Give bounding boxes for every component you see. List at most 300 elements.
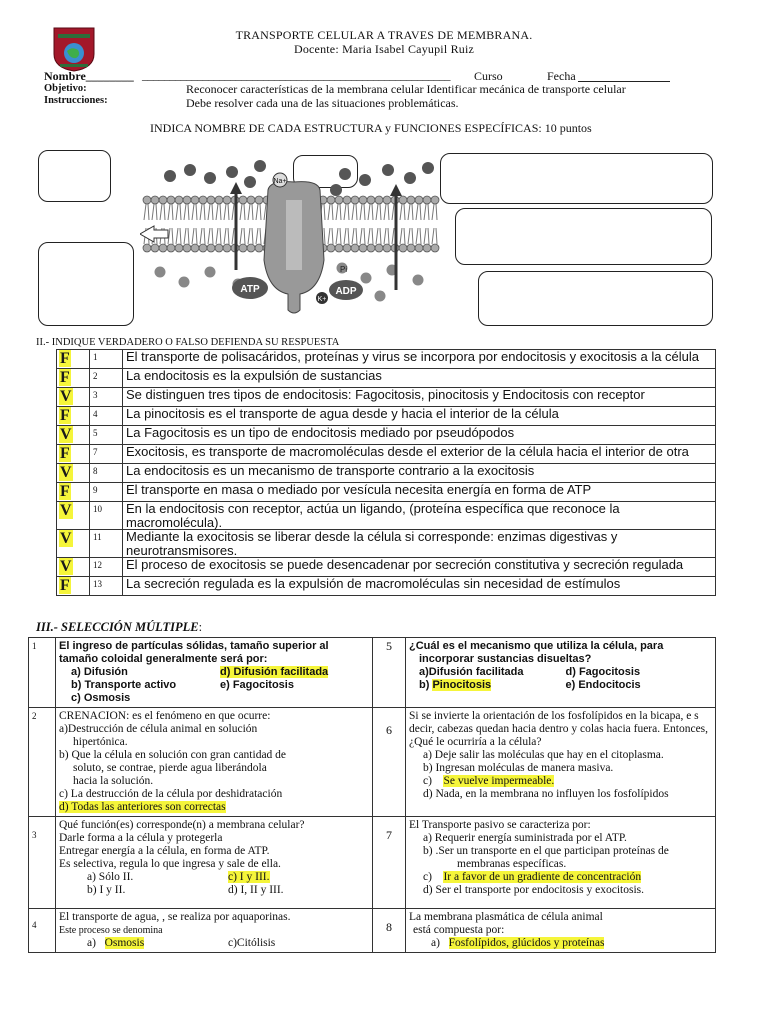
adp-label: ADP [335,286,357,297]
lipid-tail [380,204,381,220]
lipid-head [183,244,191,252]
lipid-head [223,244,231,252]
lipid-tail [420,228,421,244]
lipid-tail [344,228,346,244]
lipid-tail [404,204,405,220]
sodium-label: Na+ [273,178,287,185]
lipid-head [399,244,407,252]
lipid-head [375,196,383,204]
lipid-head [255,196,263,204]
tf-answer-value: V [60,426,72,443]
q7-cell [406,817,716,909]
instructions-text: Debe resolver cada una de las situaciones problemáticas. [186,96,459,110]
lipid-tail [428,228,429,244]
q3-cell [56,817,373,909]
answer-box-1[interactable] [38,150,111,202]
lipid-tail [180,204,181,220]
instructions-label: Instrucciones: [44,95,108,106]
lipid-tail [384,204,386,220]
tf-row [57,350,716,369]
q3-stem: Qué función(es) corresponde(n) a membrana celular? [59,819,305,831]
lipid-tail [196,228,197,244]
lipid-tail [160,204,162,220]
lipid-tail [148,204,149,220]
q6-option-b[interactable]: b) Ingresan moléculas de manera masiva. [423,762,614,774]
q8-option-a-prefix: a) [431,937,440,949]
lipid-head [407,196,415,204]
tf-row [57,426,716,445]
q4-option-a-prefix: a) [87,937,96,949]
q2-option-a[interactable]: a)Destrucción de célula animal en solución [59,723,258,735]
lipid-head [423,244,431,252]
q5-stem: ¿Cuál es el mecanismo que utiliza la célula, para [409,640,664,652]
lipid-tail [384,228,386,244]
mc-row-3 [29,817,716,909]
lipid-head [367,196,375,204]
lipid-tail [348,228,349,244]
tf-answer[interactable] [57,369,90,388]
lipid-head [207,196,215,204]
tf-row [57,502,716,530]
solute-molecule [244,176,256,188]
q3-option-b[interactable]: b) I y II. [87,884,126,896]
q7-option-b[interactable]: b) .Ser un transporte en el que participan proteínas de [423,845,669,857]
q7-option-c[interactable]: Ir a favor de un gradiente de concentración [443,871,642,883]
tf-number: 1 [90,350,123,369]
lipid-head [255,244,263,252]
lipid-head [191,196,199,204]
tf-number: 8 [90,464,123,483]
lipid-head [351,196,359,204]
lipid-tail [408,228,410,244]
lipid-tail [188,204,189,220]
lipid-tail [184,228,186,244]
tf-number: 2 [90,369,123,388]
teacher-name: Docente: Maria Isabel Cayupil Ruiz [293,42,475,56]
section3-heading: III.- SELECCIÓN MÚLTIPLE: [36,620,203,634]
tf-number: 4 [90,407,123,426]
lipid-head [359,244,367,252]
lipid-head [175,196,183,204]
solute-molecule [330,184,342,196]
lipid-tail [336,204,338,220]
q2-number: 2 [29,708,56,817]
lipid-head [351,244,359,252]
q8-number: 8 [373,909,406,953]
lipid-tail [152,204,154,220]
lipid-head [159,244,167,252]
q1-option-d[interactable]: d) Difusión facilitada [220,666,329,678]
answer-box-4[interactable] [440,153,713,204]
q7-option-c-prefix: c) [423,871,432,883]
atp-label: ATP [240,284,260,295]
arrow-head [390,184,402,196]
lipid-tail [424,204,426,220]
lipid-tail [340,204,341,220]
lipid-tail [248,204,250,220]
worksheet-title: TRANSPORTE CELULAR A TRAVES DE MEMBRANA. [235,28,533,42]
q2-option-c[interactable]: c) La destrucción de la célula por deshidratación [59,788,283,800]
q4-option-c[interactable]: c)Citólisis [228,937,276,949]
lipid-tail [388,204,389,220]
lipid-head [367,244,375,252]
tf-row [57,558,716,577]
tf-statement: Exocitosis, es transporte de macromoléculas desde el exterior de la célula hacia el interior de otra [123,445,716,464]
lipid-tail [392,228,394,244]
q5-option-e[interactable]: e) Endocitocis [565,679,641,691]
tf-answer[interactable] [57,464,90,483]
lipid-tail [416,204,418,220]
tf-answer[interactable] [57,558,90,577]
q1-option-e[interactable]: e) Fagocitosis [220,679,294,691]
lipid-head [167,244,175,252]
solute-molecule [184,164,196,176]
lipid-tail [240,228,242,244]
q1-option-a[interactable]: a) Difusión [71,666,128,678]
tf-answer-value: F [60,577,70,594]
tf-number: 11 [90,530,123,558]
q4-stem: El transporte de agua, , se realiza por aquaporinas. [59,911,291,923]
section1-heading: INDICA NOMBRE DE CADA ESTRUCTURA y FUNCIONES ESPECÍFICAS: 10 puntos [150,121,592,135]
lipid-tail [176,204,178,220]
q3-option-c[interactable]: c) I y III. [228,871,270,883]
lipid-tail [200,228,202,244]
tf-answer[interactable] [57,502,90,530]
lipid-tail [356,204,357,220]
q1-number: 1 [29,638,56,708]
tf-answer[interactable] [57,388,90,407]
lipid-head [327,196,335,204]
multiple-choice-table [28,637,716,953]
q3-item-1: Darle forma a la célula y protegerla [59,832,223,844]
lipid-head [407,244,415,252]
lipid-tail [416,228,418,244]
q8-option-a[interactable]: Fosfolípidos, glúcidos y proteínas [448,937,605,949]
tf-answer-value: V [60,530,72,547]
lipid-tail [420,204,421,220]
lipid-tail [244,228,245,244]
tf-answer-value: F [60,445,70,462]
q7-number: 7 [373,817,406,909]
lipid-head [143,244,151,252]
tf-statement: La Fagocitosis es un tipo de endocitosis mediado por pseudópodos [123,426,716,445]
protein-channel [286,200,302,270]
lipid-tail [360,204,362,220]
lipid-tail [192,204,194,220]
lipid-tail [328,204,330,220]
lipid-head [335,244,343,252]
q3-option-a[interactable]: a) Sólo II. [87,871,134,883]
arrow-head [230,182,242,194]
tf-row [57,577,716,596]
q6-option-c[interactable]: Se vuelve impermeable. [443,775,555,787]
lipid-tail [348,204,349,220]
lipid-tail [424,228,426,244]
tf-answer-value: F [60,407,70,424]
lipid-head [159,196,167,204]
q7-option-d[interactable]: d) Ser el transporte por endocitosis y exocitosis. [423,884,645,896]
lipid-tail [212,228,213,244]
tf-answer[interactable] [57,350,90,369]
tf-answer[interactable] [57,483,90,502]
tf-number: 12 [90,558,123,577]
tf-answer[interactable] [57,426,90,445]
lipid-tail [252,204,253,220]
lipid-tail [432,228,434,244]
q2-option-d[interactable]: d) Todas las anteriores son correctas [59,801,226,813]
tf-statement: La pinocitosis es el transporte de agua desde y hacia el interior de la célula [123,407,716,426]
tf-statement: La secreción regulada es la expulsión de macromoléculas sin necesidad de estímulos [123,577,716,596]
lipid-tail [432,204,434,220]
solute-molecule [382,164,394,176]
lipid-tail [216,228,218,244]
membrane-diagram [140,160,440,328]
lipid-tail [376,228,378,244]
answer-box-2[interactable] [38,242,134,326]
mc-row-1 [29,638,716,708]
lipid-tail [332,228,333,244]
lipid-tail [332,204,333,220]
lipid-tail [412,204,413,220]
tf-answer[interactable] [57,445,90,464]
q8-cell [406,909,716,953]
lipid-head [239,244,247,252]
objective-label: Objetivo: [44,83,87,94]
q3-item-3: Es selectiva, regula lo que ingresa y sale de ella. [59,858,281,870]
lipid-tail [364,204,365,220]
tf-answer-value: V [60,388,72,405]
lipid-tail [352,204,354,220]
pi-label: Pi [340,265,348,274]
tf-statement: El transporte de polisacáridos, proteínas y virus se incorpora por endocitosis y exocitosis a la célula [123,350,716,369]
lipid-tail [260,228,261,244]
tf-statement: Mediante la exocitosis se liberar desde la célula si corresponde: enzimas digestivas y neurotransmisores. [123,530,716,558]
tf-answer[interactable] [57,530,90,558]
tf-answer-value: V [60,558,72,575]
q6-option-d[interactable]: d) Nada, en la membrana no influyen los fosfolípidos [423,788,669,800]
tf-answer-value: F [60,369,70,386]
lipid-tail [256,204,258,220]
lipid-tail [172,204,173,220]
solute-molecule [413,275,424,286]
lipid-tail [240,204,242,220]
lipid-head [151,244,159,252]
lipid-tail [340,228,341,244]
lipid-tail [404,228,405,244]
tf-number: 9 [90,483,123,502]
tf-row [57,388,716,407]
lipid-tail [156,204,157,220]
lipid-head [239,196,247,204]
lipid-tail [220,228,221,244]
lipid-tail [352,228,354,244]
lipid-tail [412,228,413,244]
lipid-tail [196,204,197,220]
lipid-tail [204,204,205,220]
lipid-tail [144,204,146,220]
lipid-tail [184,204,186,220]
answer-box-6[interactable] [478,271,713,326]
solute-molecule [375,291,386,302]
lipid-tail [428,204,429,220]
lipid-tail [192,228,194,244]
lipid-tail [400,228,402,244]
solute-molecule [179,277,190,288]
lipid-tail [164,204,165,220]
tf-row [57,369,716,388]
solute-molecule [205,267,216,278]
lipid-head [415,196,423,204]
tf-answer-value: V [60,464,72,481]
lipid-head [431,196,439,204]
tf-number: 3 [90,388,123,407]
lipid-head [431,244,439,252]
lipid-tail [360,228,362,244]
q1-cell [56,638,373,708]
q6-option-a[interactable]: a) Deje salir las moléculas que hay en el citoplasma. [423,749,664,761]
lipid-tail [172,228,173,244]
q6-number: 6 [373,708,406,817]
q5-cell [406,638,716,708]
lipid-tail [336,228,338,244]
lipid-tail [212,204,213,220]
lipid-tail [372,228,373,244]
lipid-head [399,196,407,204]
q1-stem: El ingreso de partículas sólidas, tamaño superior al tamaño coloidal generalmente será por: [59,640,329,665]
lipid-tail [232,204,234,220]
q8-stem: La membrana plasmática de célula animal [409,911,603,923]
lipid-tail [380,228,381,244]
lipid-tail [328,228,330,244]
lipid-tail [324,228,325,244]
lipid-tail [176,228,178,244]
q7-option-a[interactable]: a) Requerir energía suministrada por el ATP. [423,832,627,844]
lipid-head [247,196,255,204]
solute-molecule [361,273,372,284]
date-label: Fecha [547,69,576,83]
lipid-tail [392,204,394,220]
q5-option-a[interactable]: a)Difusión facilitada [419,666,524,678]
q4-option-a[interactable]: Osmosis [104,937,145,949]
lipid-head [415,244,423,252]
tf-statement: En la endocitosis con receptor, actúa un ligando, (proteína específica que reconoce la macromolécula). [123,502,716,530]
lipid-tail [408,204,410,220]
lipid-tail [220,204,221,220]
tf-answer-value: V [60,502,72,519]
lipid-head [335,196,343,204]
lipid-tail [368,228,370,244]
lipid-tail [216,204,218,220]
lipid-tail [368,204,370,220]
lipid-tail [208,204,210,220]
solute-molecule [226,166,238,178]
q2-cell [56,708,373,817]
lipid-head [327,244,335,252]
lipid-head [383,244,391,252]
tf-answer[interactable] [57,577,90,596]
solute-molecule [422,162,434,174]
tf-row [57,464,716,483]
q5-option-b-prefix: b) [419,679,430,691]
solute-molecule [404,172,416,184]
q5-stem-2: incorporar sustancias disueltas? [419,653,592,665]
tf-statement: El transporte en masa o mediado por vesícula necesita energía en forma de ATP [123,483,716,502]
solute-molecule [155,267,166,278]
q2-stem: CRENACION: es el fenómeno en que ocurre: [59,710,271,722]
q1-option-c[interactable]: c) Osmosis [71,692,131,704]
tf-statement: La endocitosis es un mecanismo de transporte contrario a la exocitosis [123,464,716,483]
lipid-head [215,196,223,204]
objective-text: Reconocer características de la membrana celular Identificar mecánica de transporte celular [186,82,626,96]
tf-row [57,407,716,426]
name-label: Nombre________ [44,69,134,83]
lipid-tail [168,204,170,220]
q7-option-b-cont: membranas específicas. [457,858,567,870]
q2-option-b-cont2: hacia la solución. [73,775,154,787]
potassium-label: K+ [317,296,327,303]
lipid-head [207,244,215,252]
q3-option-d[interactable]: d) I, II y III. [228,884,284,896]
lipid-tail [248,228,250,244]
lipid-tail [364,228,365,244]
section3-heading-text: III.- SELECCIÓN MÚLTIPLE [36,620,199,634]
section2-heading: II.- INDIQUE VERDADERO O FALSO DEFIENDA SU RESPUESTA [36,337,340,348]
tf-statement: Se distinguen tres tipos de endocitosis: Fagocitosis, pinocitosis y Endocitosis con receptor [123,388,716,407]
q3-item-2: Entregar energía a la célula, en forma de ATP. [59,845,270,857]
lipid-head [143,196,151,204]
lipid-tail [252,228,253,244]
q5-option-b[interactable]: Pinocitosis [432,679,492,691]
tf-answer[interactable] [57,407,90,426]
q4-cell [56,909,373,953]
q1-option-b[interactable]: b) Transporte activo [71,679,177,691]
lipid-tail [324,204,325,220]
q2-option-b[interactable]: b) Que la célula en solución con gran cantidad de [59,749,287,761]
lipid-tail [204,228,205,244]
q2-option-b-cont: soluto, se contrae, pierde agua liberándola [73,762,267,774]
solute-molecule [204,172,216,184]
lipid-tail [344,204,346,220]
lipid-tail [200,204,202,220]
lipid-tail [224,204,226,220]
lipid-tail [208,228,210,244]
lipid-tail [260,204,261,220]
lipid-head [423,196,431,204]
lipid-head [343,196,351,204]
q2-option-a-cont: hipertónica. [73,736,128,748]
q4-stem-2: Este proceso se denomina [59,925,163,936]
solute-molecule [254,160,266,172]
tf-row [57,445,716,464]
q5-option-d[interactable]: d) Fagocitosis [565,666,641,678]
true-false-table [56,349,716,596]
lipid-tail [400,204,402,220]
q6-cell [406,708,716,817]
lipid-head [167,196,175,204]
lipid-head [247,244,255,252]
lipid-tail [264,204,266,220]
lipid-tail [232,228,234,244]
lipid-tail [224,228,226,244]
course-label: Curso [474,69,503,83]
lipid-tail [256,228,258,244]
answer-box-5[interactable] [455,208,712,265]
tf-statement: El proceso de exocitosis se puede desencadenar por secreción constitutiva y secreción regulada [123,558,716,577]
q6-option-c-prefix: c) [423,775,432,787]
name-line[interactable]: ________________________________________________________ [142,68,450,82]
lipid-tail [180,228,181,244]
lipid-head [223,196,231,204]
